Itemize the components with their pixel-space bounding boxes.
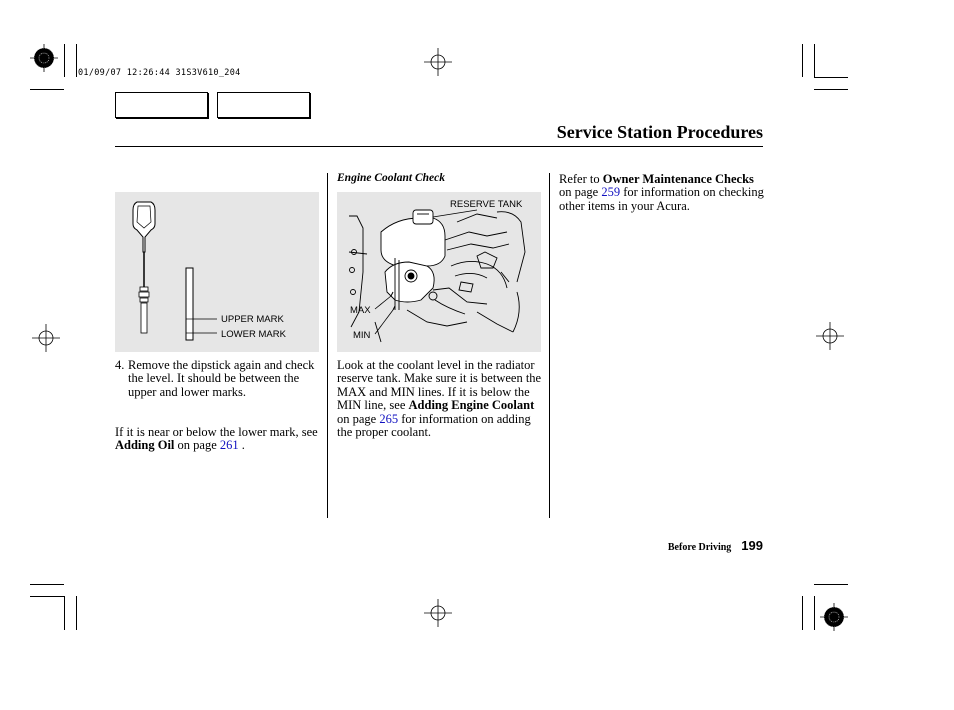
adding-coolant-ref: Adding Engine Coolant	[408, 398, 535, 413]
crosshair-icon	[424, 599, 452, 627]
dipstick-illustration	[115, 192, 319, 352]
column-divider	[549, 173, 550, 518]
adding-oil-ref: Adding Oil	[115, 438, 175, 453]
registration-target-icon	[30, 44, 58, 72]
page-title: Service Station Procedures	[556, 122, 763, 142]
owner-maintenance-ref: Owner Maintenance Checks	[602, 172, 754, 186]
oil-text-3: .	[238, 438, 245, 453]
header-tab-2	[217, 92, 310, 118]
print-stamp: 01/09/07 12:26:44 31S3V610_204	[78, 68, 241, 78]
coolant-text-1: Look at the coolant level in the radiator reserve tank. Make sure it is between the MAX and MIN lines. If it is below the MIN line, see	[337, 358, 542, 413]
crosshair-icon	[424, 48, 452, 76]
step-number: 4.	[115, 358, 125, 372]
maint-text-1: Refer to	[559, 172, 603, 186]
oil-text-2: on page	[174, 438, 220, 453]
min-label: MIN	[353, 330, 371, 341]
title-rule	[115, 146, 763, 147]
coolant-text-2: on page	[337, 411, 380, 426]
upper-mark-label: UPPER MARK	[221, 314, 284, 325]
column-divider	[327, 173, 328, 518]
oil-paragraph	[115, 426, 320, 453]
page-265-link[interactable]: 265	[379, 411, 399, 426]
page-footer	[668, 537, 763, 555]
maintenance-paragraph	[559, 173, 764, 213]
page-number: 199	[741, 538, 763, 553]
step-4	[115, 359, 320, 399]
page-261-link[interactable]: 261	[219, 438, 239, 453]
step-text: Remove the dipstick again and check the level. It should be between the upper and lower marks.	[128, 358, 315, 399]
coolant-text-3: for information on adding the proper coolant.	[337, 411, 531, 440]
lower-mark-label: LOWER MARK	[221, 329, 286, 340]
max-label: MAX	[350, 305, 371, 316]
registration-target-icon	[820, 603, 848, 631]
page-259-link[interactable]: 259	[601, 185, 621, 200]
maint-text-3: for information on checking other items in your Acura.	[559, 185, 764, 213]
reserve-tank-label: RESERVE TANK	[450, 199, 523, 210]
header-tab-1	[115, 92, 208, 118]
crosshair-icon	[816, 322, 844, 350]
figure-caption: Engine Coolant Check	[337, 172, 445, 184]
engine-bay-illustration	[337, 192, 541, 352]
coolant-figure	[337, 192, 541, 352]
dipstick-figure	[115, 192, 319, 352]
coolant-paragraph	[337, 359, 543, 439]
oil-text-1: If it is near or below the lower mark, see	[115, 425, 318, 439]
footer-section: Before Driving	[667, 542, 732, 553]
crosshair-icon	[32, 324, 60, 352]
maint-text-2: on page	[559, 185, 602, 200]
